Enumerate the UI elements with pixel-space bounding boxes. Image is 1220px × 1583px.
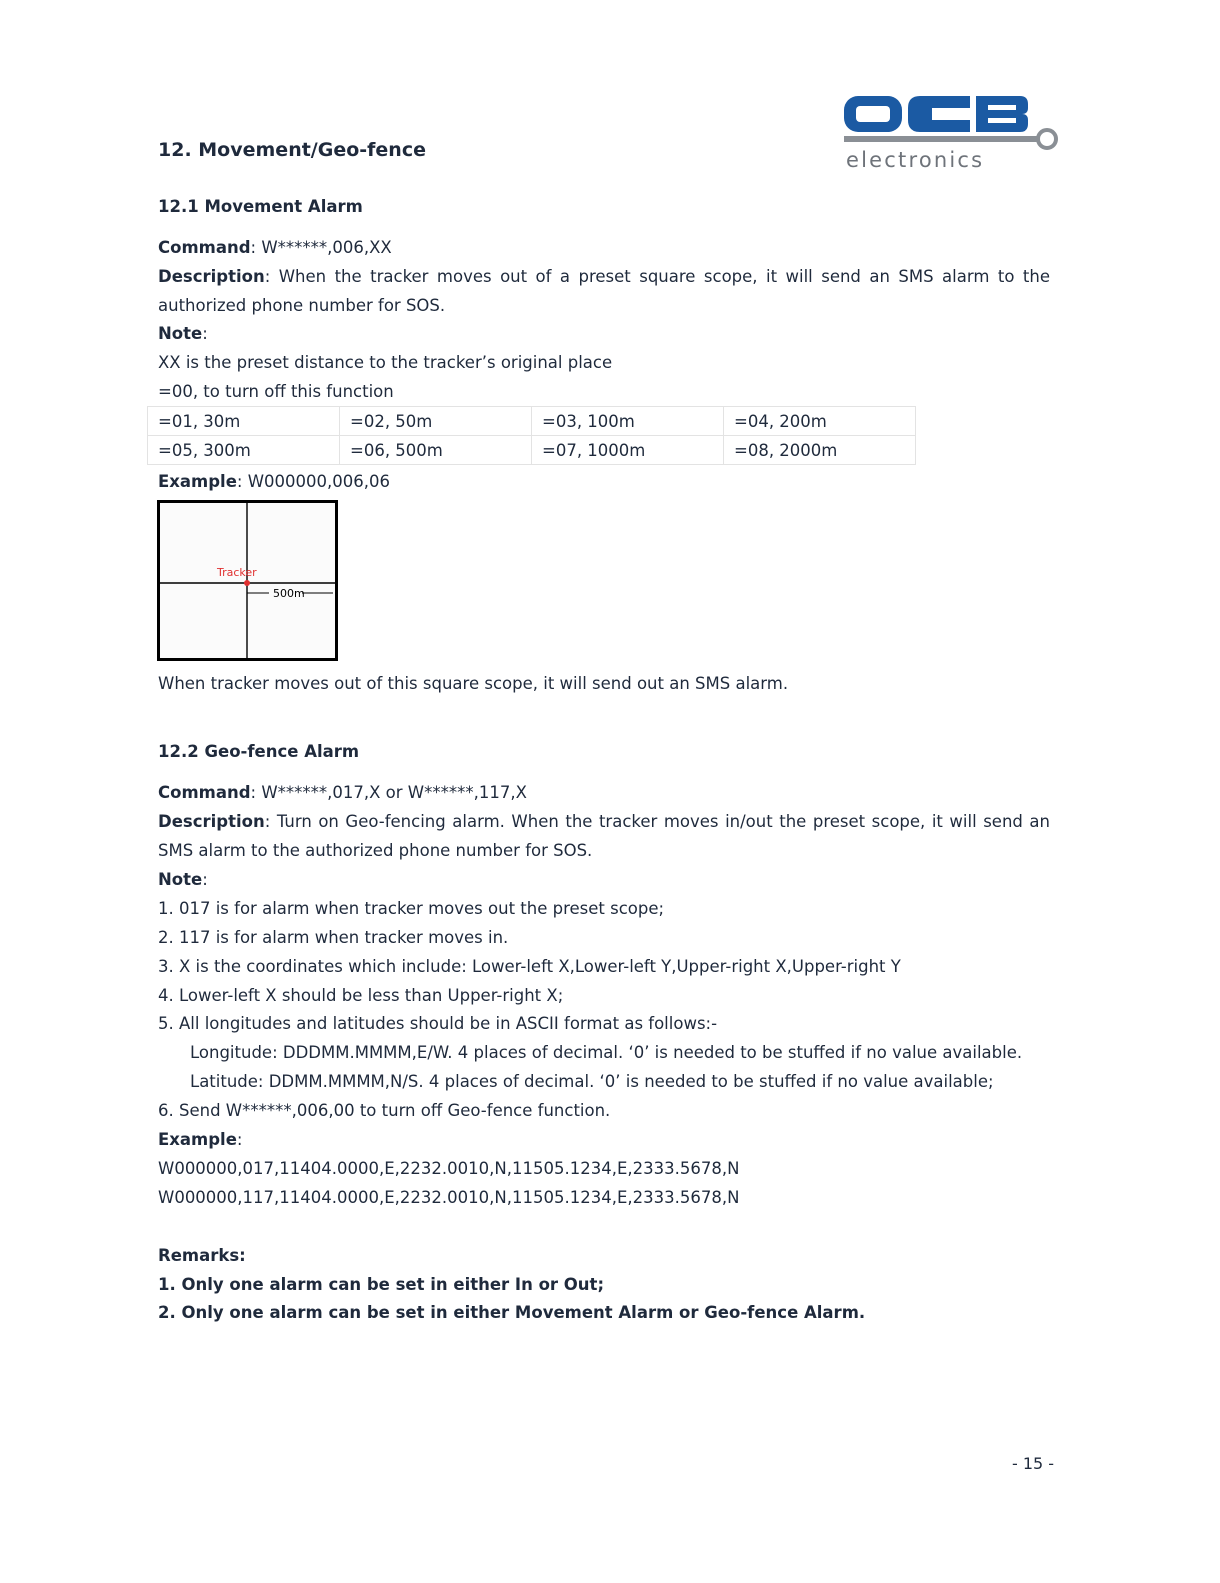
geofence-note-2: 2. 117 is for alarm when tracker moves in. <box>158 928 509 947</box>
table-cell: =02, 50m <box>340 407 532 436</box>
movement-note-line-2: =00, to turn off this function <box>158 382 394 401</box>
remark-item-2: 2. Only one alarm can be set in either Movement Alarm or Geo-fence Alarm. <box>158 1303 866 1322</box>
section-title: 12. Movement/Geo-fence <box>158 139 426 161</box>
geofence-note-6: 6. Send W******,006,00 to turn off Geo-fence function. <box>158 1101 611 1120</box>
command-label: Command <box>158 238 251 257</box>
note-label: Note <box>158 324 203 343</box>
note-label: Note <box>158 870 203 889</box>
format-longitude: Longitude: DDDMM.MMMM,E/W. 4 places of decimal. ‘0’ is needed to be stuffed if no value available. <box>190 1043 1023 1062</box>
movement-after-diagram: When tracker moves out of this square scope, it will send out an SMS alarm. <box>158 674 789 693</box>
note-colon: : <box>202 870 208 889</box>
table-cell: =04, 200m <box>724 407 916 436</box>
command-label: Command <box>158 783 251 802</box>
movement-alarm-heading: 12.1 Movement Alarm <box>158 197 363 216</box>
geofence-note-1: 1. 017 is for alarm when tracker moves out the preset scope; <box>158 899 665 918</box>
table-row <box>148 407 916 436</box>
table-cell: =08, 2000m <box>724 436 916 465</box>
remarks-heading: Remarks: <box>158 1246 246 1265</box>
command-value: : W******,017,X or W******,117,X <box>250 783 527 802</box>
example-label: Example <box>158 472 237 491</box>
logo-tagline: electronics <box>846 148 985 172</box>
table-row <box>148 436 916 465</box>
example-label: Example <box>158 1130 237 1149</box>
geofence-note-5: 5. All longitudes and latitudes should be in ASCII format as follows:- <box>158 1014 718 1033</box>
tracker-label: Tracker <box>217 566 257 579</box>
table-cell: =07, 1000m <box>532 436 724 465</box>
description-label: Description <box>158 812 265 831</box>
table-cell: =03, 100m <box>532 407 724 436</box>
table-cell: =06, 500m <box>340 436 532 465</box>
geofence-alarm-heading: 12.2 Geo-fence Alarm <box>158 742 360 761</box>
tracker-marker <box>244 580 250 586</box>
movement-description <box>158 262 1050 320</box>
page-number: - 15 - <box>1012 1454 1055 1473</box>
distance-label: 500m <box>273 587 305 600</box>
geofence-note-4: 4. Lower-left X should be less than Upper-right X; <box>158 986 564 1005</box>
geofence-description <box>158 807 1050 865</box>
note-colon: : <box>202 324 208 343</box>
movement-note-line-1: XX is the preset distance to the tracker’s original place <box>158 353 613 372</box>
ocb-electronics-logo <box>842 94 1060 174</box>
example-colon: : <box>236 1130 243 1149</box>
movement-command <box>158 237 392 259</box>
command-value: : W******,006,XX <box>250 238 392 257</box>
table-cell: =01, 30m <box>148 407 340 436</box>
geofence-example-line-1: W000000,017,11404.0000,E,2232.0010,N,11505.1234,E,2333.5678,N <box>158 1159 740 1178</box>
description-label: Description <box>158 267 265 286</box>
remark-item-1: 1. Only one alarm can be set in either In or Out; <box>158 1275 605 1294</box>
movement-note-label <box>158 323 208 345</box>
geofence-note-label <box>158 869 208 891</box>
description-text: : When the tracker moves out of a preset square scope, it will send an SMS alarm to the authorized phone number for SOS. <box>158 267 1050 315</box>
distance-table <box>147 406 916 465</box>
geofence-example-label <box>158 1129 242 1151</box>
geofence-command <box>158 782 527 804</box>
geofence-example-line-2: W000000,117,11404.0000,E,2232.0010,N,11505.1234,E,2333.5678,N <box>158 1188 740 1207</box>
description-text: : Turn on Geo-fencing alarm. When the tracker moves in/out the preset scope, it will send an SMS alarm to the authorized phone number for SOS. <box>158 812 1050 860</box>
movement-scope-diagram <box>157 500 338 661</box>
geofence-note-3: 3. X is the coordinates which include: Lower-left X,Lower-left Y,Upper-right X,Upper-right Y <box>158 957 901 976</box>
example-value: : W000000,006,06 <box>236 472 390 491</box>
movement-example <box>158 471 390 493</box>
format-latitude: Latitude: DDMM.MMMM,N/S. 4 places of decimal. ‘0’ is needed to be stuffed if no value available; <box>190 1072 994 1091</box>
table-cell: =05, 300m <box>148 436 340 465</box>
